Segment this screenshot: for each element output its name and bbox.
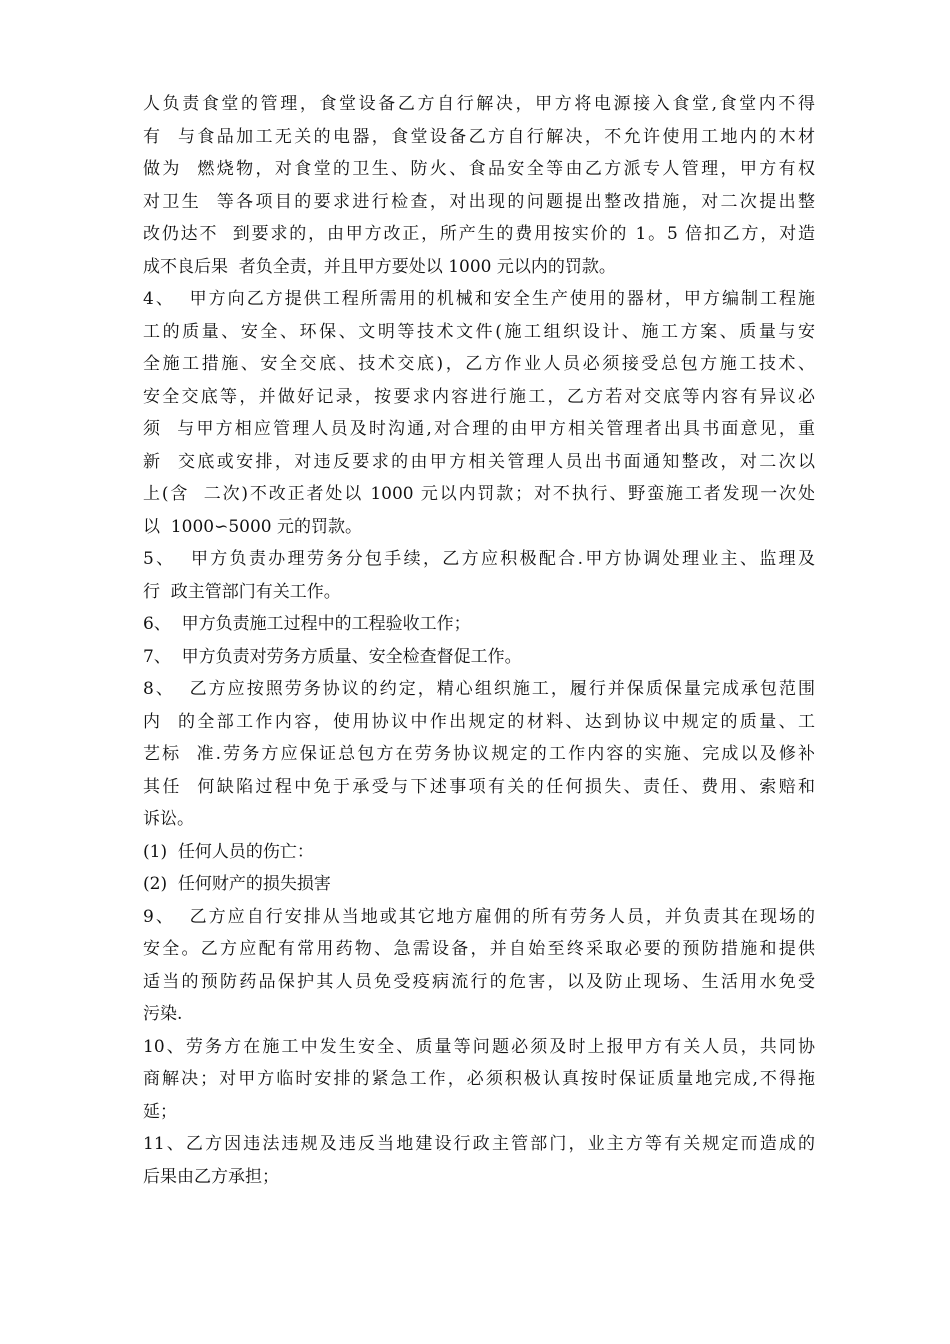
text-line: 行 政主管部门有关工作。 bbox=[143, 581, 341, 602]
text-line: 商解决；对甲方临时安排的紧急工作，必须积极认真按时保证质量地完成,不得拖 bbox=[143, 1069, 815, 1089]
text-line: 适当的预防药品保护其人员免受疫病流行的危害，以及防止现场、生活用水免受 bbox=[143, 971, 815, 992]
text-line: 其任 何缺陷过程中免于承受与下述事项有关的任何损失、责任、费用、索赔和 bbox=[143, 776, 815, 797]
text-line: 上(含 二次)不改正者处以 1000 元以内罚款；对不执行、野蛮施工者发现一次处 bbox=[143, 484, 815, 504]
text-line: 有 与食品加工无关的电器，食堂设备乙方自行解决，不允许使用工地内的木材 bbox=[143, 126, 815, 147]
text-line: 11、乙方因违法违规及违反当地建设行政主管部门，业主方等有关规定而造成的 bbox=[143, 1134, 815, 1154]
text-line: 5、 甲方负责办理劳务分包手续，乙方应积极配合.甲方协调处理业主、监理及 bbox=[143, 549, 815, 569]
text-line: 须 与甲方相应管理人员及时沟通,对合理的由甲方相关管理者出具书面意见，重 bbox=[143, 419, 815, 439]
text-line: 10、劳务方在施工中发生安全、质量等问题必须及时上报甲方有关人员，共同协 bbox=[143, 1036, 815, 1057]
text-line: 内 的全部工作内容，使用协议中作出规定的材料、达到协议中规定的质量、工 bbox=[143, 711, 815, 732]
text-line: 全施工措施、安全交底、技术交底)，乙方作业人员必须接受总包方施工技术、 bbox=[143, 354, 815, 374]
text-line: 后果由乙方承担； bbox=[143, 1166, 279, 1187]
text-line: 诉讼。 bbox=[143, 809, 194, 829]
text-line: (1) 任何人员的伤亡： bbox=[143, 841, 314, 862]
text-line: (2) 任何财产的损失损害 bbox=[143, 874, 331, 894]
text-line: 安全交底等，并做好记录，按要求内容进行施工，乙方若对交底等内容有异议必 bbox=[143, 386, 815, 407]
text-line: 新 交底或安排，对违反要求的由甲方相关管理人员出书面通知整改，对二次以 bbox=[143, 451, 815, 472]
text-line: 9、 乙方应自行安排从当地或其它地方雇佣的所有劳务人员，并负责其在现场的 bbox=[143, 906, 815, 927]
text-line: 8、 乙方应按照劳务协议的约定，精心组织施工，履行并保质保量完成承包范围 bbox=[143, 679, 815, 699]
text-line: 成不良后果 者负全责，并且甲方要处以 1000 元以内的罚款。 bbox=[143, 256, 616, 277]
text-line: 6、 甲方负责施工过程中的工程验收工作； bbox=[143, 614, 471, 634]
text-line: 安全。乙方应配有常用药物、急需设备，并自始至终采取必要的预防措施和提供 bbox=[143, 939, 815, 959]
text-line: 改仍达不 到要求的，由甲方改正，所产生的费用按实价的 1。5 倍扣乙方，对造 bbox=[143, 224, 815, 244]
document-body bbox=[143, 88, 815, 1193]
text-line: 人负责食堂的管理，食堂设备乙方自行解决，甲方将电源接入食堂,食堂内不得 bbox=[143, 94, 815, 114]
text-line: 做为 燃烧物，对食堂的卫生、防火、食品安全等由乙方派专人管理，甲方有权 bbox=[143, 159, 815, 179]
text-line: 艺标 准.劳务方应保证总包方在劳务协议规定的工作内容的实施、完成以及修补 bbox=[143, 744, 815, 764]
text-line: 工的质量、安全、环保、文明等技术文件(施工组织设计、施工方案、质量与安 bbox=[143, 321, 815, 342]
text-line: 7、 甲方负责对劳务方质量、安全检查督促工作。 bbox=[143, 646, 522, 667]
text-line: 以 1000∽5000 元的罚款。 bbox=[143, 516, 362, 537]
text-line: 对卫生 等各项目的要求进行检查，对出现的问题提出整改措施，对二次提出整 bbox=[143, 191, 815, 212]
text-line: 4、 甲方向乙方提供工程所需用的机械和安全生产使用的器材，甲方编制工程施 bbox=[143, 289, 815, 309]
text-line: 污染. bbox=[143, 1004, 183, 1024]
text-line: 延； bbox=[143, 1101, 177, 1122]
